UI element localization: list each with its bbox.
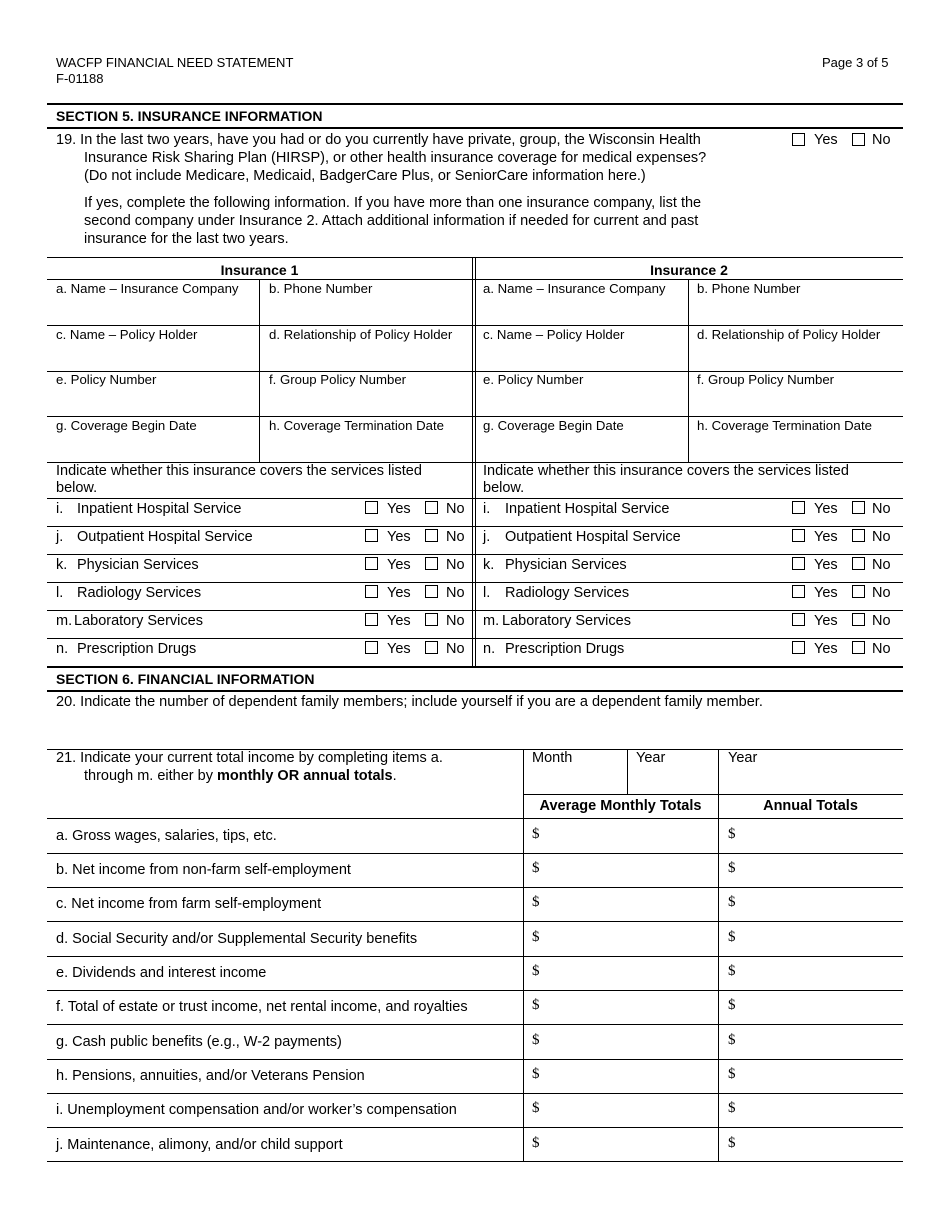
- ins1-policy-number-field[interactable]: e. Policy Number: [56, 372, 157, 387]
- income-row-label: b. Net income from non-farm self-employment: [56, 862, 351, 878]
- divider: [688, 279, 689, 462]
- ins1-yes-checkbox[interactable]: [365, 585, 378, 598]
- divider: [47, 1127, 903, 1128]
- income-row-label: e. Dividends and interest income: [56, 965, 267, 981]
- divider: [627, 749, 628, 794]
- ins2-service-letter: m.: [483, 613, 500, 629]
- ins1-no-checkbox[interactable]: [425, 557, 438, 570]
- ins2-service-name: Outpatient Hospital Service: [505, 529, 681, 545]
- ins2-no-checkbox[interactable]: [852, 585, 865, 598]
- divider: [47, 818, 903, 819]
- q19-yes-label: Yes: [814, 132, 838, 148]
- ins1-yes-checkbox[interactable]: [365, 501, 378, 514]
- ins2-service-letter: n.: [483, 641, 496, 657]
- ins2-service-letter: i.: [483, 501, 491, 517]
- annual-amount-field[interactable]: $: [728, 1066, 736, 1082]
- col-monthly-header: Average Monthly Totals: [539, 798, 702, 814]
- divider: [47, 325, 903, 326]
- ins1-yes-checkbox[interactable]: [365, 529, 378, 542]
- insurance2-heading: Insurance 2: [650, 262, 728, 278]
- ins1-yes-checkbox[interactable]: [365, 557, 378, 570]
- income-row-label: j. Maintenance, alimony, and/or child support: [56, 1137, 343, 1153]
- ins2-yes-checkbox[interactable]: [792, 557, 805, 570]
- ins2-service-name: Radiology Services: [505, 585, 630, 601]
- no-label: No: [446, 557, 465, 573]
- monthly-amount-field[interactable]: $: [532, 1100, 540, 1116]
- yes-label: Yes: [814, 585, 838, 601]
- ins2-yes-checkbox[interactable]: [792, 529, 805, 542]
- ins2-yes-checkbox[interactable]: [792, 585, 805, 598]
- no-label: No: [872, 613, 891, 629]
- q21-line2: [84, 767, 397, 785]
- no-label: No: [446, 613, 465, 629]
- annual-amount-field[interactable]: $: [728, 860, 736, 876]
- no-label: No: [872, 557, 891, 573]
- annual-amount-field[interactable]: $: [728, 963, 736, 979]
- ins1-covers-line1: Indicate whether this insurance covers the services listed: [56, 463, 422, 479]
- ins2-service-name: Laboratory Services: [502, 613, 631, 629]
- ins1-phone-field[interactable]: b. Phone Number: [269, 281, 373, 296]
- divider: [47, 638, 903, 639]
- divider: [47, 956, 903, 957]
- monthly-amount-field[interactable]: $: [532, 894, 540, 910]
- income-row-label: f. Total of estate or trust income, net rental income, and royalties: [56, 999, 468, 1015]
- yes-label: Yes: [387, 585, 411, 601]
- q19-no-checkbox[interactable]: [852, 133, 865, 146]
- monthly-amount-field[interactable]: $: [532, 1032, 540, 1048]
- ins1-group-policy-field[interactable]: f. Group Policy Number: [269, 372, 407, 387]
- divider: [47, 666, 903, 668]
- divider: [47, 416, 903, 417]
- divider: [47, 279, 903, 280]
- ins1-service-name: Outpatient Hospital Service: [77, 529, 253, 545]
- no-label: No: [446, 501, 465, 517]
- q19-no-label: No: [872, 132, 891, 148]
- ins1-service-name: Inpatient Hospital Service: [77, 501, 242, 517]
- ins2-no-checkbox[interactable]: [852, 613, 865, 626]
- yes-label: Yes: [387, 613, 411, 629]
- divider: [47, 526, 903, 527]
- income-row-label: g. Cash public benefits (e.g., W-2 payments): [56, 1034, 342, 1050]
- income-row-label: d. Social Security and/or Supplemental Security benefits: [56, 931, 418, 947]
- monthly-amount-field[interactable]: $: [532, 860, 540, 876]
- q19-instr3: insurance for the last two years.: [84, 231, 289, 247]
- divider: [47, 554, 903, 555]
- ins2-covers-line2: below.: [483, 480, 525, 496]
- monthly-amount-field[interactable]: $: [532, 1066, 540, 1082]
- divider: [47, 582, 903, 583]
- divider: [47, 1024, 903, 1025]
- no-label: No: [872, 641, 891, 657]
- q19-yes-checkbox[interactable]: [792, 133, 805, 146]
- income-row-label: a. Gross wages, salaries, tips, etc.: [56, 828, 277, 844]
- ins2-policy-holder-field[interactable]: c. Name – Policy Holder: [483, 327, 625, 342]
- annual-amount-field[interactable]: $: [728, 929, 736, 945]
- q21-line2-bold: monthly OR annual totals: [217, 768, 393, 784]
- section5-title: SECTION 5. INSURANCE INFORMATION: [56, 108, 323, 124]
- ins1-company-name-field[interactable]: a. Name – Insurance Company: [56, 281, 239, 296]
- q19-line3: (Do not include Medicare, Medicaid, BadgerCare Plus, or SeniorCare information here.): [84, 168, 646, 184]
- ins1-covers-line2: below.: [56, 480, 98, 496]
- ins1-no-checkbox[interactable]: [425, 585, 438, 598]
- divider: [259, 279, 260, 462]
- income-row-label: c. Net income from farm self-employment: [56, 896, 322, 912]
- income-row-label: h. Pensions, annuities, and/or Veterans Pension: [56, 1068, 365, 1084]
- yes-label: Yes: [387, 557, 411, 573]
- divider: [47, 690, 903, 692]
- yes-label: Yes: [814, 501, 838, 517]
- monthly-amount-field[interactable]: $: [532, 1135, 540, 1151]
- ins2-service-name: Inpatient Hospital Service: [505, 501, 670, 517]
- q19-instr1: If yes, complete the following information. If you have more than one insurance company, list the: [84, 195, 702, 211]
- ins1-begin-date-field[interactable]: g. Coverage Begin Date: [56, 418, 197, 433]
- yes-label: Yes: [814, 641, 838, 657]
- divider: [47, 887, 903, 888]
- ins2-no-checkbox[interactable]: [852, 557, 865, 570]
- divider: [47, 1059, 903, 1060]
- yes-label: Yes: [387, 501, 411, 517]
- ins1-service-letter: m.: [56, 613, 73, 629]
- yes-label: Yes: [814, 613, 838, 629]
- ins2-policy-number-field[interactable]: e. Policy Number: [483, 372, 584, 387]
- ins2-service-letter: j.: [483, 529, 491, 545]
- month-field[interactable]: Month: [532, 750, 573, 766]
- ins1-yes-checkbox[interactable]: [365, 613, 378, 626]
- ins2-covers-line1: Indicate whether this insurance covers the services listed: [483, 463, 849, 479]
- monthly-amount-field[interactable]: $: [532, 929, 540, 945]
- annual-amount-field[interactable]: $: [728, 826, 736, 842]
- ins2-no-checkbox[interactable]: [852, 501, 865, 514]
- ins1-no-checkbox[interactable]: [425, 641, 438, 654]
- ins1-service-name: Radiology Services: [77, 585, 202, 601]
- ins1-no-checkbox[interactable]: [425, 501, 438, 514]
- monthly-amount-field[interactable]: $: [532, 997, 540, 1013]
- q20-text: 20. Indicate the number of dependent family members; include yourself if you are a dependent family member.: [56, 694, 763, 710]
- divider: [47, 990, 903, 991]
- year-field-monthly[interactable]: Year: [636, 750, 666, 766]
- page-number: Page 3 of 5: [822, 55, 889, 70]
- divider: [47, 127, 903, 129]
- q21-line1: 21. Indicate your current total income by completing items a.: [56, 750, 443, 766]
- ins1-termination-date-field[interactable]: h. Coverage Termination Date: [269, 418, 444, 433]
- no-label: No: [872, 585, 891, 601]
- ins1-service-letter: i.: [56, 501, 64, 517]
- no-label: No: [446, 529, 465, 545]
- ins1-service-letter: k.: [56, 557, 68, 573]
- ins2-termination-date-field[interactable]: h. Coverage Termination Date: [697, 418, 872, 433]
- divider: [47, 1161, 903, 1162]
- q21-line2-post: .: [392, 768, 397, 784]
- no-label: No: [872, 529, 891, 545]
- ins1-service-name: Laboratory Services: [74, 613, 203, 629]
- divider: [47, 1093, 903, 1094]
- monthly-amount-field[interactable]: $: [532, 826, 540, 842]
- ins2-phone-field[interactable]: b. Phone Number: [697, 281, 801, 296]
- yes-label: Yes: [387, 641, 411, 657]
- insurance1-heading: Insurance 1: [220, 262, 299, 278]
- ins2-service-name: Prescription Drugs: [505, 641, 625, 657]
- ins2-group-policy-field[interactable]: f. Group Policy Number: [697, 372, 835, 387]
- no-label: No: [446, 641, 465, 657]
- ins2-no-checkbox[interactable]: [852, 529, 865, 542]
- ins2-yes-checkbox[interactable]: [792, 501, 805, 514]
- ins2-begin-date-field[interactable]: g. Coverage Begin Date: [483, 418, 624, 433]
- yes-label: Yes: [387, 529, 411, 545]
- ins1-service-name: Prescription Drugs: [77, 641, 197, 657]
- annual-amount-field[interactable]: $: [728, 1100, 736, 1116]
- no-label: No: [872, 501, 891, 517]
- monthly-amount-field[interactable]: $: [532, 963, 540, 979]
- ins1-no-checkbox[interactable]: [425, 613, 438, 626]
- ins2-service-letter: k.: [483, 557, 495, 573]
- year-field-annual[interactable]: Year: [728, 750, 758, 766]
- divider: [47, 853, 903, 854]
- ins1-relationship-field[interactable]: d. Relationship of Policy Holder: [269, 327, 453, 342]
- col-annual-header: Annual Totals: [763, 798, 858, 814]
- ins1-service-letter: n.: [56, 641, 69, 657]
- annual-amount-field[interactable]: $: [728, 1135, 736, 1151]
- annual-amount-field[interactable]: $: [728, 1032, 736, 1048]
- divider: [523, 794, 903, 795]
- form-number: F-01188: [56, 71, 104, 86]
- annual-amount-field[interactable]: $: [728, 894, 736, 910]
- q19-line2: Insurance Risk Sharing Plan (HIRSP), or other health insurance coverage for medical expenses?: [84, 150, 707, 166]
- divider: [47, 103, 903, 105]
- divider: [47, 921, 903, 922]
- ins1-service-letter: l.: [56, 585, 64, 601]
- ins2-company-name-field[interactable]: a. Name – Insurance Company: [483, 281, 666, 296]
- ins2-no-checkbox[interactable]: [852, 641, 865, 654]
- ins1-policy-holder-field[interactable]: c. Name – Policy Holder: [56, 327, 198, 342]
- ins2-yes-checkbox[interactable]: [792, 613, 805, 626]
- ins2-service-letter: l.: [483, 585, 491, 601]
- q19-instr2: second company under Insurance 2. Attach additional information if needed for current and past: [84, 213, 699, 229]
- divider: [47, 610, 903, 611]
- divider: [47, 498, 903, 499]
- income-row-label: i. Unemployment compensation and/or worker’s compensation: [56, 1102, 457, 1118]
- q21-line2-pre: through m. either by: [84, 768, 217, 784]
- section6-title: SECTION 6. FINANCIAL INFORMATION: [56, 671, 315, 687]
- ins2-service-name: Physician Services: [505, 557, 627, 573]
- yes-label: Yes: [814, 557, 838, 573]
- ins1-service-letter: j.: [56, 529, 64, 545]
- yes-label: Yes: [814, 529, 838, 545]
- ins1-no-checkbox[interactable]: [425, 529, 438, 542]
- ins1-service-name: Physician Services: [77, 557, 199, 573]
- form-title: WACFP FINANCIAL NEED STATEMENT: [56, 55, 294, 70]
- ins2-relationship-field[interactable]: d. Relationship of Policy Holder: [697, 327, 881, 342]
- ins2-yes-checkbox[interactable]: [792, 641, 805, 654]
- no-label: No: [446, 585, 465, 601]
- annual-amount-field[interactable]: $: [728, 997, 736, 1013]
- q19-line1: 19. In the last two years, have you had or do you currently have private, group, the Wisconsin Health: [56, 132, 701, 148]
- ins1-yes-checkbox[interactable]: [365, 641, 378, 654]
